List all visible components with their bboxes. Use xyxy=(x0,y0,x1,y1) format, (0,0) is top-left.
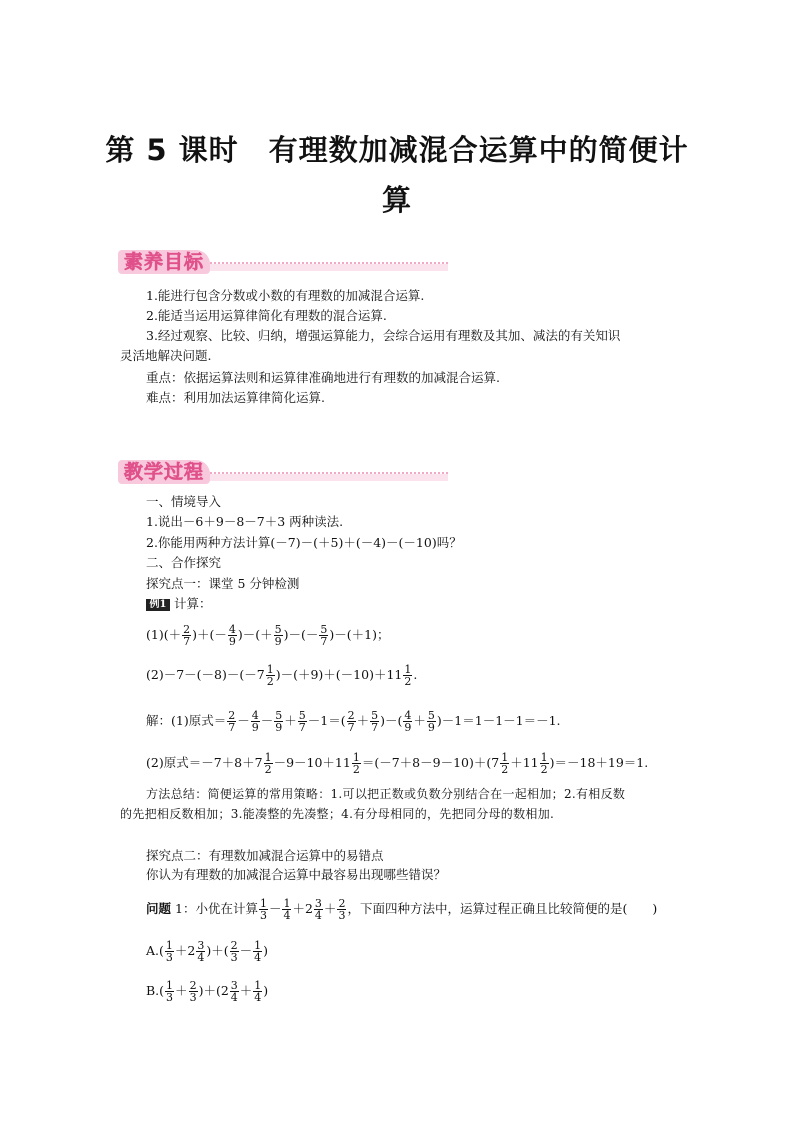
goal-1: 1.能进行包含分数或小数的有理数的加减混合运算. xyxy=(146,288,425,303)
section-banner-process xyxy=(118,460,448,486)
example-badge: 例1 xyxy=(146,599,170,611)
intro-heading: 一、情境导入 xyxy=(146,494,222,509)
method-summary-2: 的先把相反数相加；3.能凑整的先凑整；4.有分母相同的，先把同分母的数相加. xyxy=(120,807,555,821)
goal-2: 2.能适当运用运算律简化有理数的混合运算. xyxy=(146,308,387,323)
solution-2: (2)原式＝－7＋8＋7 $\frac{1}{2}$ －9－10＋11 $\frac{1}{2}$ ＝(－7＋8－9－10)＋(7 $\frac{1}{2}$ ＋11 $\frac{1}{2}$ )＝－18＋19＝1. xyxy=(146,751,649,776)
option-a: A.( $\frac{1}{3}$ ＋2 $\frac{3}{4}$ )＋( $\frac{2}{3}$ － $\frac{1}{4}$ ) xyxy=(146,939,269,964)
goal-3: 3.经过观察、比较、归纳，增强运算能力，会综合运用有理数及其加、减法的有关知识 xyxy=(146,328,621,343)
intro-question-2: 2.你能用两种方法计算(－7)－(＋5)＋(－4)－(－10)吗？ xyxy=(146,535,462,550)
solution-1: 解：(1)原式＝ $\frac{2}{7}$ － $\frac{4}{9}$ － $\frac{5}{9}$ ＋ $\frac{5}{7}$ －1＝( $\frac{2}{7}$ ＋ $\frac{5}{7}$ )－( $\frac{4}{9}$ ＋ $\frac{5}{9}$ )－1＝1－1－1＝－1. xyxy=(146,709,561,734)
method-summary-1: 方法总结：简便运算的常用策略：1.可以把正数或负数分别结合在一起相加；2.有相反数 xyxy=(146,787,626,801)
explore-point-2: 探究点二：有理数加减混合运算中的易错点 xyxy=(146,848,384,863)
page-title-continued: 算 xyxy=(381,183,412,217)
example-label: 计算： xyxy=(174,596,212,611)
page-title: 第 5 课时 有理数加减混合运算中的简便计 xyxy=(105,133,689,167)
explore-point-2-question: 你认为有理数的加减混合运算中最容易出现哪些错误？ xyxy=(146,867,447,882)
key-point: 重点：依据运算法则和运算律准确地进行有理数的加减混合运算. xyxy=(146,370,500,385)
exercise-1: (1)(＋ $\frac{2}{7}$ )＋(－ $\frac{4}{9}$ )－(＋ $\frac{5}{9}$ )－(－ $\frac{5}{7}$ )－(＋1)； xyxy=(146,623,390,648)
example-line xyxy=(146,596,212,612)
problem-label: 问题 xyxy=(146,901,172,916)
difficult-point: 难点：利用加法运算律简化运算. xyxy=(146,390,325,405)
explore-point-1: 探究点一：课堂 5 分钟检测 xyxy=(146,576,300,591)
exercise-2: (2)－7－(－8)－(－7 $\frac{1}{2}$ )－(＋9)＋(－10)＋11 $\frac{1}{2}$ . xyxy=(146,663,418,688)
intro-question-1: 1.说出－6＋9－8－7＋3 两种读法. xyxy=(146,514,344,529)
problem-1: 问题 1：小优在计算 $\frac{1}{3}$ － $\frac{1}{4}$ ＋2 $\frac{3}{4}$ ＋ $\frac{2}{3}$ ，下面四种方法中，运算过程正确且比较简便的是( ) xyxy=(146,897,658,922)
option-b: B.( $\frac{1}{3}$ ＋ $\frac{2}{3}$ )＋(2 $\frac{3}{4}$ ＋ $\frac{1}{4}$ ) xyxy=(146,979,269,1004)
section-label: 素养目标 xyxy=(118,250,210,274)
section-banner-goals xyxy=(118,250,448,276)
section-label: 教学过程 xyxy=(118,460,210,484)
explore-heading: 二、合作探究 xyxy=(146,555,222,570)
goal-3-cont: 灵活地解决问题. xyxy=(120,348,212,363)
